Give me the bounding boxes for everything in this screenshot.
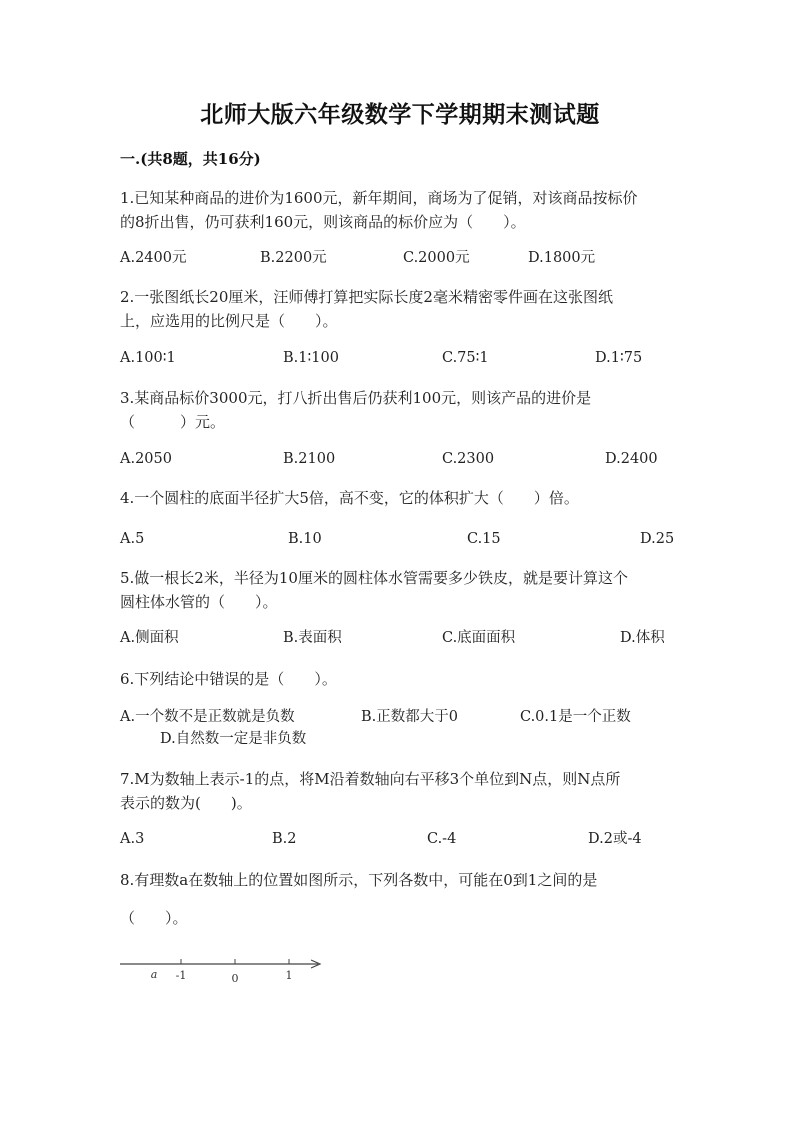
- question-8: [120, 868, 680, 930]
- question-3-option-d[interactable]: D.2400: [605, 451, 658, 467]
- question-6-option-b[interactable]: B.正数都大于0: [361, 709, 458, 725]
- question-4-option-c[interactable]: C.15: [467, 531, 501, 547]
- question-2-option-c[interactable]: C.75∶1: [442, 350, 489, 366]
- question-2-option-a[interactable]: A.100∶1: [120, 350, 176, 366]
- question-4-option-b[interactable]: B.10: [288, 531, 322, 547]
- question-6-option-c[interactable]: C.0.1是一个正数: [520, 709, 631, 725]
- question-5: [120, 566, 680, 614]
- question-3-line-1: 3.某商品标价3000元，打八折出售后仍获利100元，则该产品的进价是: [120, 389, 592, 407]
- question-5-option-c[interactable]: C.底面面积: [442, 630, 516, 646]
- question-7-option-d[interactable]: D.2或-4: [588, 831, 642, 847]
- page-title: 北师大版六年级数学下学期期末测试题: [200, 101, 600, 128]
- question-7-line-2: 表示的数为( )。: [120, 794, 252, 812]
- question-4-line-1: 4.一个圆柱的底面半径扩大5倍，高不变，它的体积扩大（ ）倍。: [120, 489, 579, 507]
- question-5-option-a[interactable]: A.侧面积: [120, 630, 179, 646]
- question-7: [120, 767, 680, 815]
- question-1-option-d[interactable]: D.1800元: [528, 250, 596, 266]
- question-7-line-1: 7.M为数轴上表示-1的点，将M沿着数轴向右平移3个单位到N点，则N点所: [120, 770, 621, 788]
- question-3-option-b[interactable]: B.2100: [283, 451, 336, 467]
- question-1-option-b[interactable]: B.2200元: [260, 250, 327, 266]
- question-4-option-a[interactable]: A.5: [120, 531, 145, 547]
- question-6: [120, 667, 680, 691]
- question-3-option-c[interactable]: C.2300: [442, 451, 495, 467]
- question-1-line-2: 的8折出售，仍可获利160元，则该商品的标价应为（ ）。: [120, 213, 526, 231]
- question-1-option-a[interactable]: A.2400元: [120, 250, 187, 266]
- number-line-label: 0: [231, 972, 239, 985]
- question-3-line-2: （ ）元。: [120, 413, 226, 431]
- question-3: [120, 386, 680, 434]
- question-2-line-1: 2.一张图纸长20厘米，汪师傅打算把实际长度2毫米精密零件画在这张图纸: [120, 288, 613, 306]
- question-1-option-c[interactable]: C.2000元: [403, 250, 470, 266]
- question-7-option-c[interactable]: C.-4: [427, 831, 457, 847]
- question-5-line-1: 5.做一根长2米，半径为10厘米的圆柱体水管需要多少铁皮，就是要计算这个: [120, 569, 628, 587]
- question-5-option-d[interactable]: D.体积: [620, 630, 665, 646]
- question-5-line-2: 圆柱体水管的（ ）。: [120, 593, 278, 611]
- question-4: [120, 486, 680, 510]
- question-2-option-b[interactable]: B.1∶100: [283, 350, 339, 366]
- question-6-option-a[interactable]: A.一个数不是正数就是负数: [120, 709, 295, 725]
- question-3-option-a[interactable]: A.2050: [120, 451, 172, 467]
- question-2-line-2: 上，应选用的比例尺是（ ）。: [120, 312, 338, 330]
- question-4-option-d[interactable]: D.25: [640, 531, 675, 547]
- number-line-label: a: [150, 968, 158, 981]
- question-7-option-a[interactable]: A.3: [120, 831, 145, 847]
- question-1-line-1: 1.已知某种商品的进价为1600元，新年期间，商场为了促销，对该商品按标价: [120, 189, 638, 207]
- question-1: [120, 186, 680, 234]
- question-6-option-d[interactable]: D.自然数一定是非负数: [160, 731, 307, 747]
- question-2: [120, 285, 680, 333]
- question-7-option-b[interactable]: B.2: [272, 831, 297, 847]
- number-line-figure: [118, 950, 328, 990]
- question-8-line-1: 8.有理数a在数轴上的位置如图所示，下列各数中，可能在0到1之间的是: [120, 871, 598, 889]
- question-2-option-d[interactable]: D.1∶75: [595, 350, 643, 366]
- question-5-option-b[interactable]: B.表面积: [283, 630, 342, 646]
- number-line-label: 1: [285, 969, 293, 982]
- number-line-label: -1: [175, 969, 187, 982]
- section-heading: 一.(共8题，共16分): [120, 150, 261, 168]
- question-8-line-2: （ ）。: [120, 909, 188, 927]
- question-6-line-1: 6.下列结论中错误的是（ ）。: [120, 670, 337, 688]
